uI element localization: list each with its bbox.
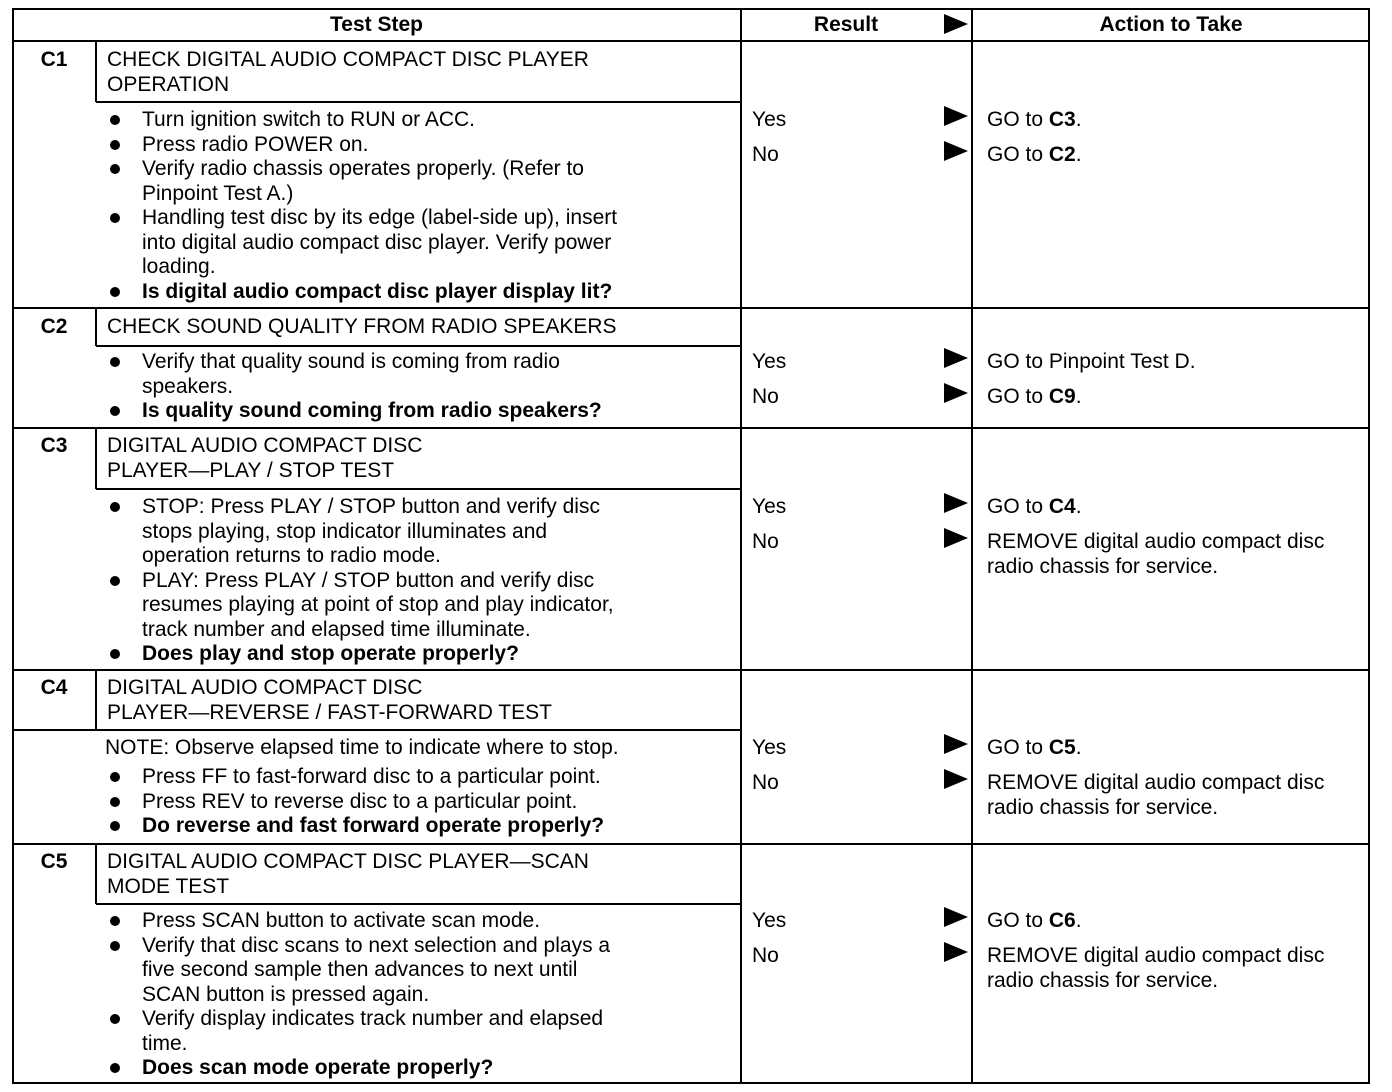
bullet-icon [110, 941, 120, 951]
step-title-line: DIGITAL AUDIO COMPACT DISC [107, 434, 423, 457]
arrow-right-icon [944, 348, 968, 368]
bullet-item: PLAY: Press PLAY / STOP button and verify disc resumes playing at point of stop and play indicator, track number and elapsed time illuminate. [104, 569, 744, 643]
bullet-icon [110, 649, 120, 659]
step-note: NOTE: Observe elapsed time to indicate where to stop. [105, 736, 619, 759]
bullet-item: Handling test disc by its edge (label-side up), insert into digital audio compact disc player. Verify power loading. [104, 206, 744, 280]
bullet-question: Is quality sound coming from radio speakers? [104, 399, 744, 424]
action-yes: GO to C5. [987, 736, 1082, 759]
arrow-right-icon [944, 942, 968, 962]
step-title [107, 676, 552, 725]
bullet-question: Does scan mode operate properly? [104, 1056, 744, 1081]
bullet-icon [110, 213, 120, 223]
result-yes: Yes [752, 350, 787, 373]
action-no: REMOVE digital audio compact disc radio chassis for service. [987, 944, 1325, 992]
bullet-icon [110, 772, 120, 782]
step-title-line: DIGITAL AUDIO COMPACT DISC [107, 676, 423, 699]
bullet-question: Do reverse and fast forward operate properly? [104, 814, 744, 839]
action-no: REMOVE digital audio compact disc radio chassis for service. [987, 530, 1325, 578]
result-no: No [752, 143, 779, 166]
arrow-right-icon [944, 528, 968, 548]
step-title [107, 434, 422, 483]
result-no: No [752, 944, 779, 967]
step-id: C3 [40, 434, 68, 457]
step-id: C1 [40, 48, 68, 71]
result-yes: Yes [752, 495, 787, 518]
bullet-icon [110, 140, 120, 150]
result-yes: Yes [752, 108, 787, 131]
bullet-icon [110, 115, 120, 125]
bullet-icon [110, 287, 120, 297]
bullet-item: Verify display indicates track number and elapsed time. [104, 1007, 744, 1056]
bullet-icon [110, 1063, 120, 1073]
bullet-item: Turn ignition switch to RUN or ACC. [104, 108, 744, 133]
action-yes: GO to C3. [987, 108, 1082, 131]
bullet-icon [110, 916, 120, 926]
bullet-question: Does play and stop operate properly? [104, 642, 744, 667]
arrow-right-icon [944, 734, 968, 754]
arrow-right-icon [944, 14, 968, 34]
action-no: GO to C9. [987, 385, 1082, 408]
step-id: C2 [40, 315, 68, 338]
result-no: No [752, 771, 779, 794]
arrow-right-icon [944, 907, 968, 927]
step-title-line: MODE TEST [107, 874, 230, 898]
step-title [107, 850, 589, 899]
action-yes: GO to C6. [987, 909, 1082, 932]
bullet-item: Press radio POWER on. [104, 133, 744, 158]
bullet-icon [110, 1014, 120, 1024]
step-title-line: PLAYER—PLAY / STOP TEST [107, 458, 395, 482]
step-bullets [104, 495, 744, 667]
bullet-item: Verify radio chassis operates properly. (Refer to Pinpoint Test A.) [104, 157, 744, 206]
action-no: GO to C2. [987, 143, 1082, 166]
bullet-icon [110, 797, 120, 807]
arrow-right-icon [944, 141, 968, 161]
arrow-right-icon [944, 493, 968, 513]
step-title-line: DIGITAL AUDIO COMPACT DISC PLAYER—SCAN [107, 850, 589, 873]
step-title-line: CHECK SOUND QUALITY FROM RADIO SPEAKERS [107, 315, 617, 338]
bullet-icon [110, 164, 120, 174]
bullet-icon [110, 357, 120, 367]
result-yes: Yes [752, 736, 787, 759]
diagnostic-table [12, 8, 1370, 1084]
result-no: No [752, 385, 779, 408]
action-yes: GO to Pinpoint Test D. [987, 350, 1196, 373]
step-title-line: PLAYER—REVERSE / FAST-FORWARD TEST [107, 700, 552, 724]
step-bullets [104, 108, 744, 304]
step-title [107, 48, 589, 97]
bullet-item: Press REV to reverse disc to a particular point. [104, 790, 744, 815]
bullet-icon [110, 576, 120, 586]
step-bullets [104, 909, 744, 1081]
bullet-item: Press FF to fast-forward disc to a particular point. [104, 765, 744, 790]
step-title-line: OPERATION [107, 72, 230, 96]
action-yes: GO to C4. [987, 495, 1082, 518]
arrow-right-icon [944, 383, 968, 403]
arrow-right-icon [944, 106, 968, 126]
bullet-icon [110, 406, 120, 416]
step-bullets [104, 350, 744, 424]
header-action: Action to Take [1099, 13, 1243, 36]
bullet-item: Verify that disc scans to next selection and plays a five second sample then advances to next until SCAN button is pressed again. [104, 934, 744, 1008]
bullet-item: Press SCAN button to activate scan mode. [104, 909, 744, 934]
bullet-item: STOP: Press PLAY / STOP button and verify disc stops playing, stop indicator illuminates and operation returns to radio mode. [104, 495, 744, 569]
result-no: No [752, 530, 779, 553]
bullet-item: Verify that quality sound is coming from radio speakers. [104, 350, 744, 399]
step-bullets [104, 765, 744, 839]
bullet-icon [110, 821, 120, 831]
bullet-icon [110, 502, 120, 512]
bullet-question: Is digital audio compact disc player display lit? [104, 280, 744, 305]
arrow-right-icon [944, 769, 968, 789]
step-id: C5 [40, 850, 68, 873]
action-no: REMOVE digital audio compact disc radio chassis for service. [987, 771, 1325, 819]
step-title [107, 315, 617, 340]
header-test-step: Test Step [330, 13, 423, 36]
step-id: C4 [40, 676, 68, 699]
step-title-line: CHECK DIGITAL AUDIO COMPACT DISC PLAYER [107, 48, 589, 71]
result-yes: Yes [752, 909, 787, 932]
header-result: Result [813, 13, 879, 36]
